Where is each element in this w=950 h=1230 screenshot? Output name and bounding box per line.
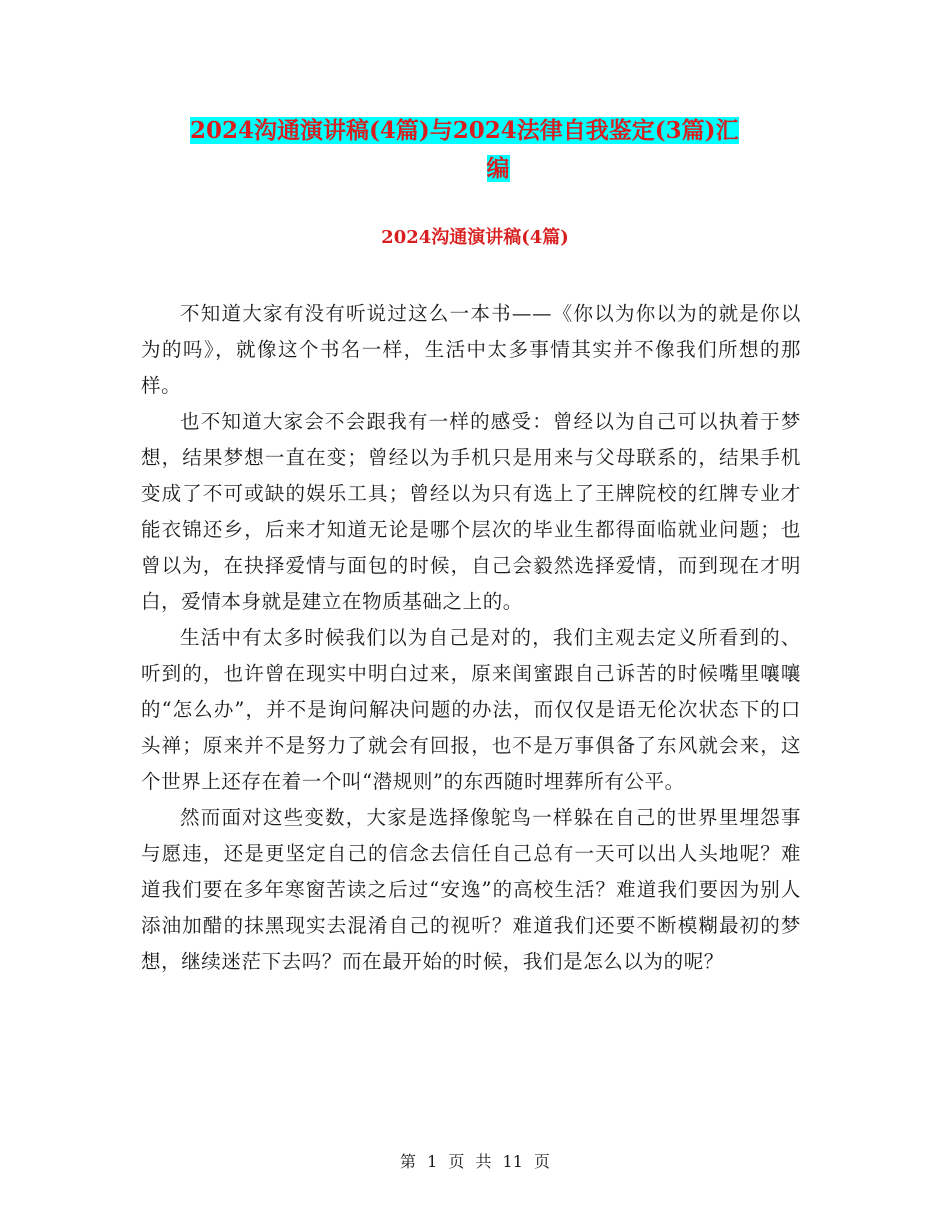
paragraph-3: 生活中有太多时候我们以为自己是对的，我们主观去定义所看到的、听到的，也许曾在现实中明白过来，原来闺蜜跟自己诉苦的时候嘴里嚷嚷的“怎么办”，并不是询问解决问题的办法，而仅仅是语无伦次状态下的口头禅；原来并不是努力了就会有回报，也不是万事俱备了东风就会来，这个世界上还存在着一个叫“潜规则”的东西随时埋葬所有公平。	[141, 626, 801, 793]
document-title	[190, 112, 806, 188]
document-title-line2: 编	[486, 155, 510, 182]
paragraph-4: 然而面对这些变数，大家是选择像鸵鸟一样躲在自己的世界里埋怨事与愿违，还是更坚定自己的信念去信任自己总有一天可以出人头地呢？难道我们要在多年寒窗苦读之后过“安逸”的高校生活？难道我们要因为别人添油加醋的抹黑现实去混淆自己的视听？难道我们还要不断模糊最初的梦想，继续迷茫下去吗？而在最开始的时候，我们是怎么以为的呢？	[141, 806, 801, 973]
document-title-line1: 2024沟通演讲稿(4篇)与2024法律自我鉴定(3篇)汇	[190, 117, 739, 144]
page-footer: 第 1 页 共 11 页	[400, 1152, 550, 1171]
section-heading: 2024沟通演讲稿(4篇)	[381, 227, 569, 248]
body-text	[141, 296, 801, 980]
document-title-line2-wrapper	[190, 150, 806, 188]
paragraph-1: 不知道大家有没有听说过这么一本书——《你以为你以为的就是你以为的吗》，就像这个书名一样，生活中太多事情其实并不像我们所想的那样。	[141, 302, 801, 397]
paragraph-2: 也不知道大家会不会跟我有一样的感受：曾经以为自己可以执着于梦想，结果梦想一直在变；曾经以为手机只是用来与父母联系的，结果手机变成了不可或缺的娱乐工具；曾经以为只有选上了王牌院校的红牌专业才能衣锦还乡，后来才知道无论是哪个层次的毕业生都得面临就业问题；也曾以为，在抉择爱情与面包的时候，自己会毅然选择爱情，而到现在才明白，爱情本身就是建立在物质基础之上的。	[141, 410, 801, 613]
